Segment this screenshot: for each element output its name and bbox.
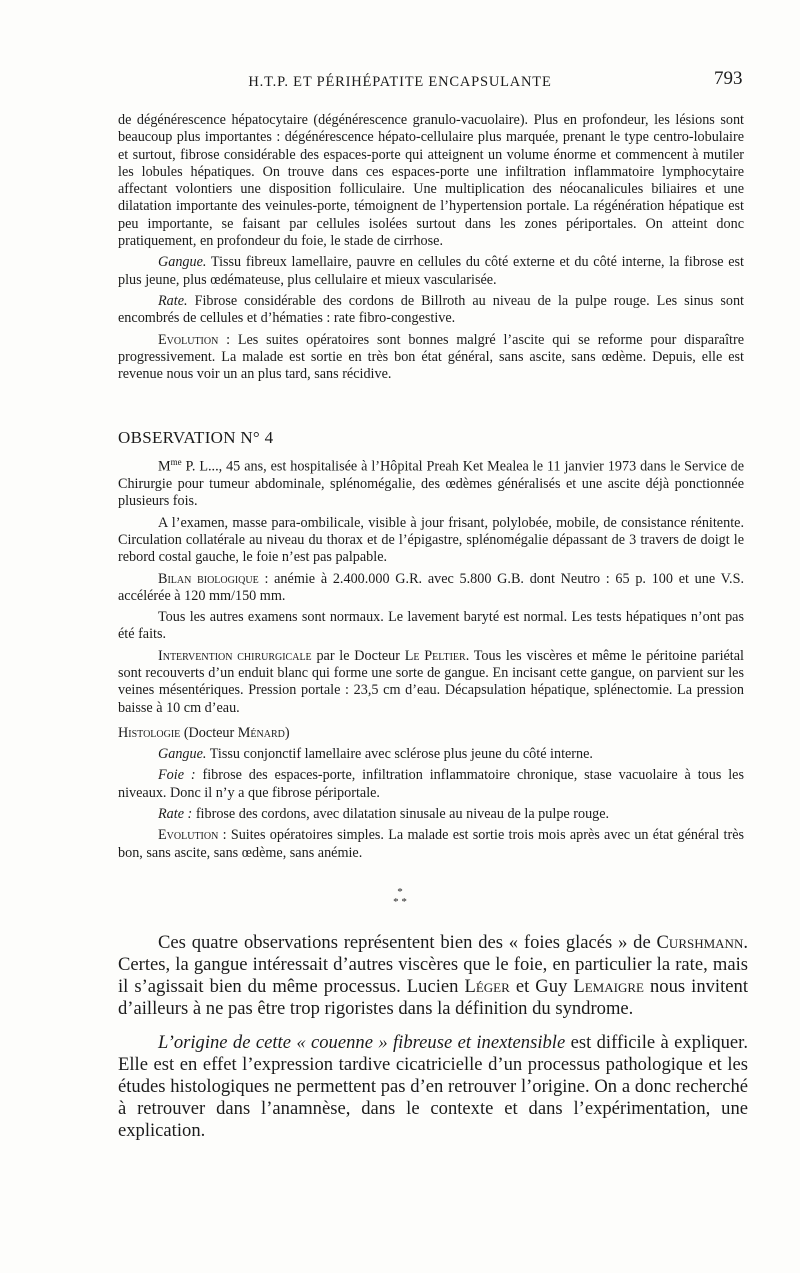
foie-text: fibrose des espaces-porte, infiltration inflammatoire chronique, stase vacuolaire à tous les niveaux. Donc il n’y a que fibrose périportale.: [118, 767, 745, 801]
paragraph-conclusion-1: [118, 932, 748, 1020]
conclusion-2-text: est difficile à expliquer. Elle est en effet l’expression tardive cicatricielle d’un processus pathologique et les études histologiques ne permettent pas d’en retrouver l’origine. On a donc recherché à retrouver dans l’anamnèse, dans le contexte et dans l’expérimentation, une explication.: [118, 1032, 748, 1141]
gangue-text-obs4: Tissu conjonctif lamellaire avec sclérose plus jeune du côté interne.: [209, 746, 593, 763]
paragraph-histologie-heading: [118, 725, 744, 742]
page-number: 793: [714, 68, 743, 89]
paragraph-foie: [118, 767, 744, 802]
intervention-mid: par le Docteur: [316, 647, 400, 664]
conclusion-text-c: et Guy: [515, 976, 568, 997]
author-curshmann: Curshmann: [656, 932, 744, 953]
evolution-text: : Les suites opératoires sont bonnes malgré l’ascite qui se reforme pour disparaître progressivement. La malade est sortie en très bon état général, sans ascite, sans œdème. Depuis, elle est revenue nous voir un an plus tard, sans récidive.: [118, 331, 745, 383]
paragraph-histology-continued: de dégénérescence hépatocytaire (dégénérescence granulo-vacuolaire). Plus en profondeur, les lésions sont beaucoup plus importantes : dégénérescence hépato-cellulaire plus marquée, prenant le type centro-lobulaire et surtout, fibrose considérable des espaces-porte qui atteignent un volume énorme et commencent à mutiler les lobules hépatiques. On trouve dans ces espaces-porte une infiltration inflammatoire lymphocytaire affectant volontiers une disposition folliculaire. Une multiplication des néocanalicules biliaires et une dilatation importante des veinules-porte, témoignent de l’hypertension portale. La régénération hépatique est peu importante, se faisant par cellules isolées surtout dans les zones périportales. On atteint donc pratiquement, en profondeur du foie, le stade de cirrhose.: [118, 112, 744, 250]
conclusion-text-a: Ces quatre observations représentent bien des « foies glacés » de: [158, 932, 651, 953]
histologie-label: Histologie: [118, 724, 181, 741]
gangue-label: Gangue.: [158, 254, 207, 271]
foie-label: Foie :: [158, 767, 196, 784]
pathologist-name: Ménard: [237, 724, 285, 741]
evolution-label: Evolution: [158, 331, 219, 348]
paragraph-gangue-obs4: [118, 746, 744, 763]
paragraph-examination: A l’examen, masse para-ombilicale, visible à jour frisant, polylobée, mobile, de consistance rénitente. Circulation collatérale au niveau du thorax et de l’épigastre, splénomégalie dépassant de 3 travers de doigt le rebord costal gauche, le foie n’est pas palpable.: [118, 514, 744, 566]
conclusion-block: [118, 932, 748, 1142]
surgeon-name: Le Peltier: [404, 647, 466, 664]
histologie-open: (Docteur: [183, 724, 235, 741]
author-lemaigre: Lemaigre: [573, 976, 644, 997]
gangue-text: Tissu fibreux lamellaire, pauvre en cellules du côté externe et du côté interne, la fibrose est plus jeune, plus œdémateuse, plus cellulaire et mieux vascularisée.: [118, 254, 744, 288]
paragraph-intervention: [118, 648, 744, 717]
rate-text-obs4: fibrose des cordons, avec dilatation sinusale au niveau de la pulpe rouge.: [195, 806, 610, 823]
origin-italic-phrase: L’origine de cette « couenne » fibreuse et inextensible: [158, 1032, 566, 1053]
rate-label-obs4: Rate :: [158, 806, 193, 823]
title-prefix: M: [158, 458, 171, 475]
observation-heading: OBSERVATION N° 4: [118, 428, 274, 447]
author-leger: Léger: [464, 976, 510, 997]
paragraph-evolution: [118, 332, 744, 384]
rate-text: Fibrose considérable des cordons de Billroth au niveau de la pulpe rouge. Les sinus sont encombrés de cellules et d’hématies : rate fibro-congestive.: [118, 292, 745, 327]
separator-top-star: *: [397, 886, 403, 898]
paragraph-bilan: [118, 571, 744, 606]
intervention-label: Intervention chirurgicale: [158, 647, 312, 664]
rate-label: Rate.: [158, 292, 188, 309]
paragraph-patient-intro: [118, 454, 744, 511]
conclusion-text-b: . Certes, la gangue intéressait d’autres viscères que le foie, en particulier la rate, mais il s’agissait bien du même processus. Lucien: [118, 932, 748, 997]
separator-bottom-stars: * *: [393, 896, 407, 908]
conclusion-text-d: nous invitent d’ailleurs à ne pas être trop rigoristes dans la définition du syndrome.: [118, 976, 748, 1019]
evolution-label-obs4: Evolution: [158, 827, 219, 844]
gangue-label-obs4: Gangue.: [158, 746, 207, 763]
bilan-label: Bilan biologique: [158, 570, 259, 587]
section-separator: [0, 887, 800, 907]
running-title: H.T.P. ET PÉRIHÉPATITE ENCAPSULANTE: [248, 74, 552, 90]
observation-4-block: [118, 454, 744, 862]
top-text-block: [118, 112, 744, 383]
evolution-text-obs4: : Suites opératoires simples. La malade est sortie trois mois après avec un état général très bon, sans ascite, sans œdème, sans anémie.: [118, 827, 745, 861]
paragraph-other-exams: Tous les autres examens sont normaux. Le lavement baryté est normal. Les tests hépatiques n’ont pas été faits.: [118, 609, 744, 643]
paragraph-rate: [118, 293, 744, 328]
paragraph-gangue: [118, 254, 744, 289]
intervention-text: . Tous les viscères et même le péritoine pariétal sont recouverts d’un enduit blanc qui forme une sorte de gangue. En incisant cette gangue, on parvient sur les veines mésentériques. Pression portale : 23,5 cm d’eau. Décapsulation hépatique, splénectomie. La pression baisse à 10 cm d’eau.: [118, 647, 744, 716]
paragraph-rate-obs4: [118, 806, 744, 823]
title-superscript: me: [170, 457, 182, 467]
patient-intro-text: P. L..., 45 ans, est hospitalisée à l’Hôpital Preah Ket Mealea le 11 janvier 1973 dans le Service de Chirurgie pour tumeur abdominale, splénomégalie, des œdèmes généralisés et une ascite déjà ponctionnée plusieurs fois.: [118, 458, 745, 510]
bilan-text: : anémie à 2.400.000 G.R. avec 5.800 G.B. dont Neutro : 65 p. 100 et une V.S. accélérée à 120 mm/150 mm.: [118, 570, 745, 604]
paragraph-evolution-obs4: [118, 827, 744, 862]
paragraph-conclusion-2: [118, 1032, 748, 1142]
histologie-close: ): [284, 724, 290, 741]
